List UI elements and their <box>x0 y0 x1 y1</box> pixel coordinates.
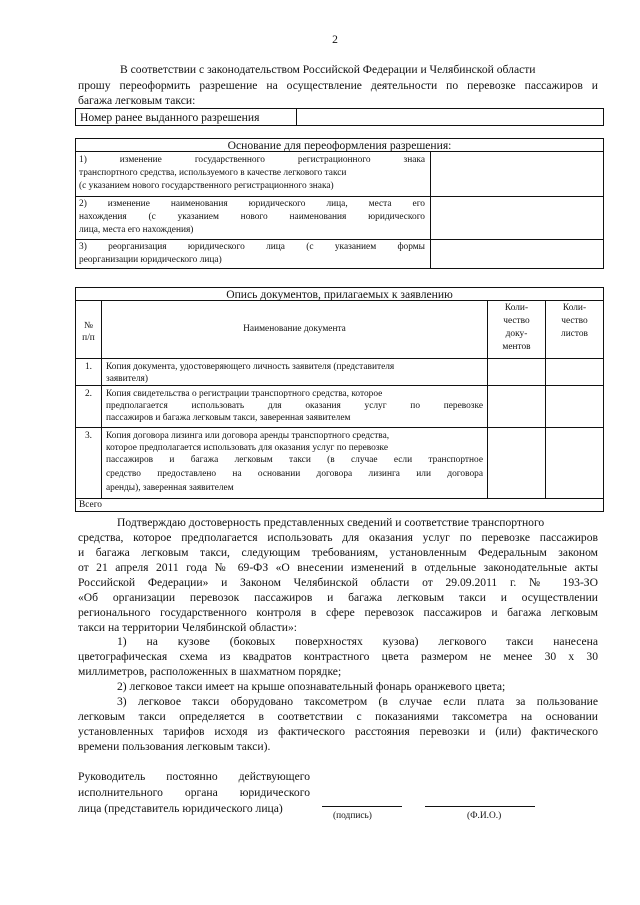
confirm-line-11: миллиметров, расположенных в шахматном порядке; <box>78 665 342 678</box>
basis-row-1-line-3: (с указанием нового государственного регистрационного знака) <box>79 181 334 191</box>
confirm-line-9: 1) на кузове (боковых поверхностях кузова) легкового такси нанесена <box>117 635 598 648</box>
basis-row-1-value[interactable] <box>431 152 603 195</box>
confirm-line-7: регионального государственного контроля в сфере перевозок пассажиров и багажа легковым <box>78 606 598 619</box>
docs-row-1-count-sheets[interactable] <box>546 359 603 385</box>
signature-line-1: Руководитель постоянно действующего <box>78 770 310 783</box>
docs-row-1-line-1: Копия документа, удостоверяющего личность заявителя (представителя <box>106 362 395 372</box>
basis-row-2-value[interactable] <box>431 197 603 238</box>
confirm-line-4: от 21 апреля 2011 года № 69-ФЗ «О внесении изменений в отдельные законодательные акты <box>78 561 598 574</box>
basis-row-1-line-2: транспортного средства, используемого в качестве легкового такси <box>79 168 347 178</box>
docs-row-1-count-docs[interactable] <box>488 359 545 385</box>
docs-col-count-docs-1: Коли- <box>504 303 529 313</box>
docs-row-2-line-1: Копия свидетельства о регистрации транспортного средства, которое <box>106 389 383 399</box>
docs-row-3-line-5: аренды), заверенная заявителем <box>106 483 234 493</box>
docs-col-count-sheets-1: Коли- <box>562 303 587 313</box>
docs-col-count-sheets-3: листов <box>561 329 588 339</box>
signature-name-line[interactable] <box>425 806 535 807</box>
docs-row-1-line-2: заявителя) <box>106 374 148 384</box>
page-number: 2 <box>332 33 338 46</box>
docs-row-3-line-1: Копия договора лизинга или договора аренды транспортного средства, <box>106 431 390 441</box>
confirm-line-5: Российской Федерации» и Законом Челябинской области от 29.09.2011 г. № 193-ЗО <box>78 576 598 589</box>
docs-row-2-num: 2. <box>84 389 93 399</box>
confirm-line-10: цветографическая схема из квадратов контрастного цвета размером не менее 30 х 30 <box>78 650 598 663</box>
signature-sign-line[interactable] <box>322 806 402 807</box>
confirm-line-2: средства, которое предполагается использовать для оказания услуг по перевозке пассажиров <box>78 531 598 544</box>
docs-row-3-count-sheets[interactable] <box>546 428 603 498</box>
confirm-line-12: 2) легковое такси имеет на крыше опознавательный фонарь оранжевого цвета; <box>117 680 506 693</box>
intro-line-2: прошу переоформить разрешение на осуществление деятельности по перевозке пассажиров и <box>78 79 598 92</box>
basis-row-3-line-1: 3) реорганизация юридического лица (с указанием формы <box>79 242 425 252</box>
docs-col-count-docs-4: ментов <box>502 342 531 352</box>
docs-col-count-docs-2: чество <box>503 316 530 326</box>
docs-row-3-num: 3. <box>84 431 93 441</box>
signature-name-caption: (Ф.И.О.) <box>467 811 502 821</box>
docs-row-2-line-2: предполагается использовать для оказания услуг по перевозке <box>106 401 483 411</box>
confirm-line-16: времени пользования легковым такси). <box>78 740 271 753</box>
confirm-line-3: и багажа легковым такси, следующим требованиям, установленным Федеральным законом <box>78 546 598 559</box>
docs-col-count-sheets-2: чество <box>561 316 588 326</box>
basis-title: Основание для переоформления разрешения: <box>227 139 452 152</box>
permit-number-label: Номер ранее выданного разрешения <box>80 111 260 124</box>
intro-line-1: В соответствии с законодательством Российской Федерации и Челябинской области <box>120 63 536 76</box>
docs-row-3-line-2: которое предполагается использовать для оказания услуг по перевозке <box>106 443 389 453</box>
signature-sign-caption: (подпись) <box>333 811 372 821</box>
docs-total-label: Всего <box>79 500 102 510</box>
docs-row-3-count-docs[interactable] <box>488 428 545 498</box>
basis-row-2-line-3: лица, места его нахождения) <box>79 225 194 235</box>
basis-row-3-line-2: реорганизации юридического лица) <box>79 255 222 265</box>
docs-row-2-count-docs[interactable] <box>488 386 545 427</box>
docs-row-2-count-sheets[interactable] <box>546 386 603 427</box>
confirm-line-13: 3) легковое такси оборудовано таксометром (в случае если плата за пользование <box>117 695 598 708</box>
docs-col-num-1: № <box>84 321 93 331</box>
confirm-line-8: такси на территории Челябинской области»: <box>78 621 297 634</box>
intro-line-3: багажа легковым такси: <box>78 94 196 107</box>
signature-line-2: исполнительного органа юридического <box>78 786 310 799</box>
docs-col-name: Наименование документа <box>243 324 346 334</box>
basis-row-2-line-1: 2) изменение наименования юридического лица, места его <box>79 199 425 209</box>
docs-row-2-line-3: пассажиров и багажа легковым такси, заверенная заявителем <box>106 413 351 423</box>
docs-col-count-docs-3: доку- <box>505 329 528 339</box>
confirm-line-1: Подтверждаю достоверность представленных сведений и соответствие транспортного <box>117 516 545 529</box>
basis-row-1-line-1: 1) изменение государственного регистрационного знака <box>79 155 425 165</box>
basis-row-2-line-2: нахождения (с указанием нового наименования юридического <box>79 212 425 222</box>
confirm-line-14: легковым такси определяется в соответствии с показаниями таксометра на основании <box>78 710 598 723</box>
docs-row-3-line-3: пассажиров и багажа легковым такси (в случае если транспортное <box>106 455 483 465</box>
confirm-line-15: установленных тарифов исходя из фактического расстояния перевозки и (или) фактического <box>78 725 598 738</box>
docs-title: Опись документов, прилагаемых к заявлению <box>226 288 453 301</box>
docs-col-num-2: п/п <box>82 333 95 343</box>
basis-row-3-value[interactable] <box>431 240 603 268</box>
docs-row-3-line-4: средство предоставлено на основании договора лизинга или договора <box>106 469 483 479</box>
signature-line-3: лица (представитель юридического лица) <box>78 802 283 815</box>
confirm-line-6: «Об организации перевозок пассажиров и багажа легковым такси и осуществлении <box>78 591 598 604</box>
docs-row-1-num: 1. <box>84 362 93 372</box>
